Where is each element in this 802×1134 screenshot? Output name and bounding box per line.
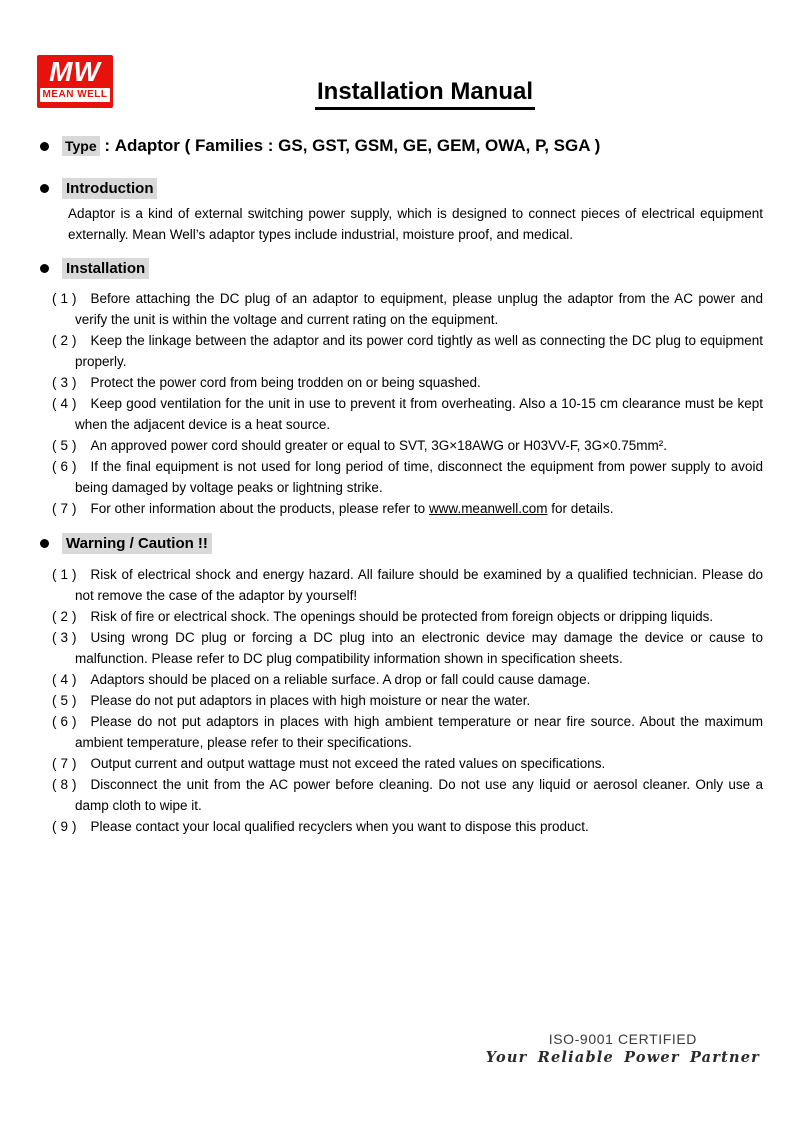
item-text: Risk of fire or electrical shock. The openings should be protected from foreign objects or dripping liquids. (90, 609, 714, 624)
bullet-icon (40, 184, 49, 193)
item-text: Keep the linkage between the adaptor and its power cord tightly as well as connecting the DC plug to equipment properly. (75, 333, 763, 369)
section-heading: Installation (62, 258, 149, 279)
iso-certified-text: ISO-9001 CERTIFIED (548, 1031, 698, 1047)
item-number: (1) (52, 291, 81, 306)
bullet-icon (40, 142, 49, 151)
list-item (52, 774, 763, 816)
item-text: Keep good ventilation for the unit in use to prevent it from overheating. Also a 10-15 cm clearance must be kept when the adjacent device is a heat source. (75, 396, 763, 432)
item-text: Output current and output wattage must not exceed the rated values on specifications. (90, 756, 606, 771)
list-item (52, 669, 763, 690)
item-text: Please do not put adaptors in places with high ambient temperature or near fire source. About the maximum ambient temperature, please refer to their specifications. (75, 714, 763, 750)
section-heading-row (40, 178, 763, 199)
intro-paragraph: Adaptor is a kind of external switching power supply, which is designed to connect pieces of electrical equipment externally. Mean Well’s adaptor types include industrial, moisture proof, and medical. (68, 206, 763, 242)
item-number: (2) (52, 333, 81, 348)
warning-items (40, 564, 763, 837)
bullet-icon (40, 539, 49, 548)
item-text: If the final equipment is not used for long period of time, disconnect the equipment from power supply to avoid being damaged by voltage peaks or lightning strike. (75, 459, 763, 495)
list-item (52, 288, 763, 330)
section-heading: Warning / Caution !! (62, 533, 212, 554)
item-number: (4) (52, 396, 81, 411)
bullet-icon (40, 264, 49, 273)
section-heading-row (40, 533, 763, 554)
list-item (52, 564, 763, 606)
list-item (52, 627, 763, 669)
type-label: Type (62, 136, 100, 156)
item-number: (5) (52, 438, 81, 453)
footer (486, 1031, 760, 1067)
item-number: (1) (52, 567, 81, 582)
item-text: Before attaching the DC plug of an adaptor to equipment, please unplug the adaptor from the AC power and verify the unit is within the voltage and current rating on the equipment. (75, 291, 763, 327)
item-number: (3) (52, 375, 81, 390)
title-wrap (48, 78, 802, 110)
section-warning (40, 533, 763, 837)
list-item (52, 456, 763, 498)
section-introduction (40, 178, 763, 245)
list-item (52, 330, 763, 372)
meanwell-website-link[interactable]: www.meanwell.com (428, 501, 548, 516)
item-number: (7) (52, 501, 81, 516)
item-text: Risk of electrical shock and energy hazard. All failure should be examined by a qualified technician. Please do not remove the case of the adaptor by yourself! (75, 567, 763, 603)
item-number: (6) (52, 459, 81, 474)
item-text: Adaptors should be placed on a reliable surface. A drop or fall could cause damage. (90, 672, 591, 687)
item-text: Using wrong DC plug or forcing a DC plug into an electronic device may damage the device or cause to malfunction. Please refer to DC plug compatibility information shown in specification sheets. (75, 630, 763, 666)
installation-items (40, 288, 763, 519)
logo-brand-name: MEAN WELL (40, 88, 110, 102)
item-text: For other information about the products, please refer to (90, 501, 429, 516)
item-number: (8) (52, 777, 81, 792)
list-item (52, 606, 763, 627)
type-separator: : (99, 136, 115, 155)
section-installation (40, 258, 763, 519)
list-item (52, 816, 763, 837)
list-item (52, 753, 763, 774)
item-number: (6) (52, 714, 81, 729)
logo-monogram: MW (49, 56, 101, 87)
item-number: (7) (52, 756, 81, 771)
item-text: Disconnect the unit from the AC power before cleaning. Do not use any liquid or aerosol cleaner. Only use a damp cloth to wipe it. (75, 777, 763, 813)
item-text: Protect the power cord from being trodden on or being squashed. (90, 375, 481, 390)
item-number: (4) (52, 672, 81, 687)
type-value: Adaptor ( Families : GS, GST, GSM, GE, GEM, OWA, P, SGA ) (114, 136, 601, 155)
page-title: Installation Manual (315, 78, 535, 110)
list-item (52, 435, 763, 456)
slogan-text: Your Reliable Power Partner (485, 1049, 760, 1066)
item-number: (2) (52, 609, 81, 624)
item-number: (3) (52, 630, 81, 645)
item-number: (5) (52, 693, 81, 708)
section-heading: Introduction (62, 178, 157, 199)
item-text: Please contact your local qualified recyclers when you want to dispose this product. (90, 819, 589, 834)
type-line (40, 136, 763, 156)
item-number: (9) (52, 819, 81, 834)
item-text: for details. (547, 501, 614, 516)
list-item (52, 372, 763, 393)
section-heading-row (40, 258, 763, 279)
list-item (52, 393, 763, 435)
list-item (52, 711, 763, 753)
list-item (52, 690, 763, 711)
item-text: Please do not put adaptors in places with high moisture or near the water. (90, 693, 531, 708)
item-text: An approved power cord should greater or equal to SVT, 3G×18AWG or H03VV-F, 3G×0.75mm². (90, 438, 668, 453)
list-item (52, 498, 763, 519)
